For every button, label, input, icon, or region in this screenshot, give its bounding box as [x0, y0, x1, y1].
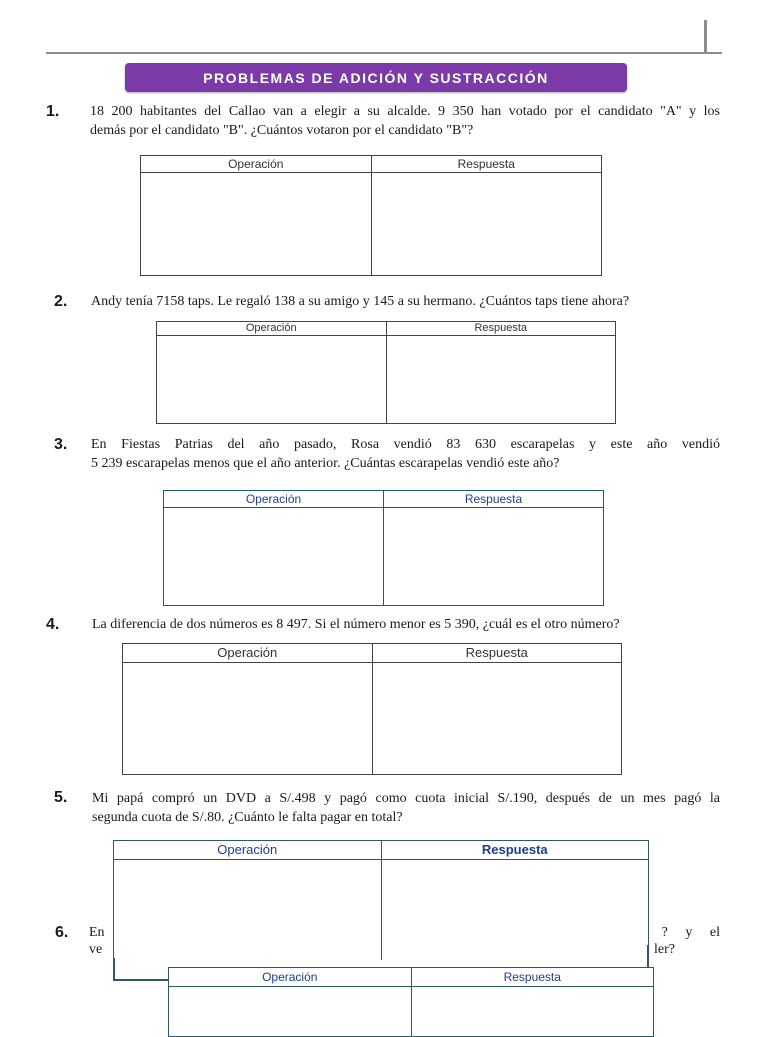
answer-cell[interactable] [384, 508, 604, 606]
problem-4-number: 4. [46, 616, 60, 633]
answer-cell[interactable] [381, 860, 649, 961]
problem-5-line-2: segunda cuota de S/.80. ¿Cuánto le falta pagar en total? [92, 810, 403, 825]
problem-2-number: 2. [54, 293, 68, 310]
answer-header: Respuesta [411, 968, 654, 987]
problem-6-number: 6. [55, 924, 69, 941]
table-overlap-line [647, 945, 649, 967]
problem-5-answer-table [113, 840, 649, 960]
problem-3-line-2: 5 239 escarapelas menos que el año anterior. ¿Cuántas escarapelas vendió este año? [91, 456, 560, 471]
answer-header: Respuesta [371, 156, 602, 173]
header-rule [46, 52, 722, 54]
operation-header: Operación [141, 156, 372, 173]
problem-4-answer-table [122, 643, 622, 775]
page-title: PROBLEMAS DE ADICIÓN Y SUSTRACCIÓN [125, 63, 627, 92]
problem-5-number: 5. [54, 789, 68, 806]
operation-header: Operación [169, 968, 412, 987]
problem-2-line-1: Andy tenía 7158 taps. Le regaló 138 a su amigo y 145 a su hermano. ¿Cuántos taps tiene ahora? [91, 294, 630, 309]
table-overlap-line [113, 979, 169, 981]
problem-4-text [92, 615, 722, 634]
problem-6-answer-table [168, 967, 654, 1037]
header-corner-rule [704, 20, 707, 52]
answer-cell[interactable] [371, 173, 602, 276]
operation-cell[interactable] [164, 508, 384, 606]
problem-3-answer-table [163, 490, 604, 606]
problem-4-line-1: La diferencia de dos números es 8 497. Si el número menor es 5 390, ¿cuál es el otro número? [92, 617, 620, 632]
problem-1-text [90, 102, 720, 140]
problem-2-answer-table [156, 321, 616, 424]
operation-cell[interactable] [169, 987, 412, 1037]
answer-header: Respuesta [372, 644, 622, 663]
problem-5-line-1: Mi papá compró un DVD a S/.498 y pagó como cuota inicial S/.190, después de un mes pagó la [92, 791, 720, 806]
problem-1-number: 1. [46, 103, 60, 120]
problem-1-answer-table [140, 155, 602, 276]
problem-6-text-right-2: ler? [654, 942, 675, 957]
operation-cell[interactable] [141, 173, 372, 276]
problem-3-number: 3. [54, 436, 68, 453]
problem-2-text [91, 292, 721, 311]
answer-header: Respuesta [381, 841, 649, 860]
answer-cell[interactable] [411, 987, 654, 1037]
problem-3-text [91, 435, 720, 473]
operation-header: Operación [123, 644, 373, 663]
answer-cell[interactable] [372, 663, 622, 775]
problem-1-line-2: demás por el candidato "B". ¿Cuántos votaron por el candidato "B"? [90, 123, 474, 138]
operation-header: Operación [164, 491, 384, 508]
problem-3-line-1: En Fiestas Patrias del año pasado, Rosa vendió 83 630 escarapelas y este año vendió [91, 437, 720, 452]
operation-cell[interactable] [123, 663, 373, 775]
operation-header: Operación [157, 322, 387, 336]
answer-cell[interactable] [386, 336, 616, 424]
problem-6-text-left-1: En [89, 925, 105, 940]
answer-header: Respuesta [384, 491, 604, 508]
operation-cell[interactable] [114, 860, 382, 961]
operation-cell[interactable] [157, 336, 387, 424]
problem-1-line-1: 18 200 habitantes del Callao van a elegir a su alcalde. 9 350 han votado por el candidato "A" y los [90, 104, 720, 119]
operation-header: Operación [114, 841, 382, 860]
problem-6-text-left-2: ve [89, 942, 103, 957]
problem-6-text-right-1: ? y el [661, 925, 720, 940]
table-overlap-line [113, 958, 115, 980]
answer-header: Respuesta [386, 322, 616, 336]
problem-5-text [92, 789, 720, 827]
